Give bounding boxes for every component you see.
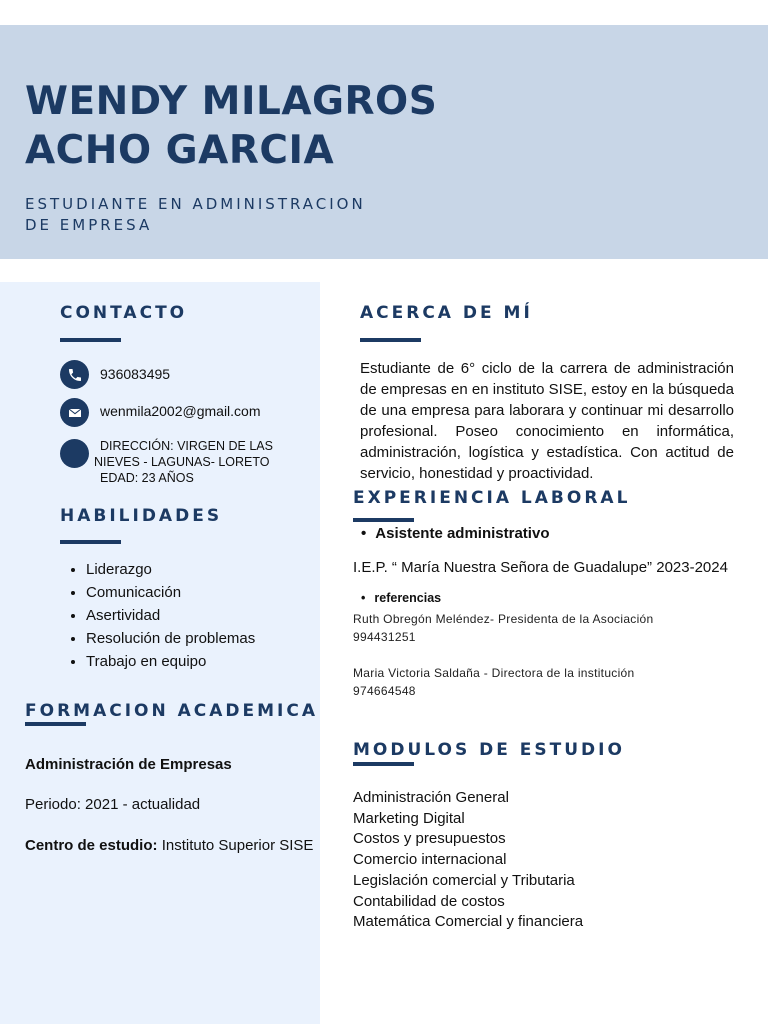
reference-1-name: Ruth Obregón Meléndez- Presidenta de la Asociación: [353, 612, 654, 626]
module-item: Administración General: [353, 789, 509, 806]
contact-underline: [60, 338, 121, 342]
modules-heading: MODULOS DE ESTUDIO: [353, 740, 625, 760]
references-heading: [361, 591, 441, 605]
reference-2-name: Maria Victoria Saldaña - Directora de la institución: [353, 666, 635, 680]
age-text: EDAD: 23 AÑOS: [100, 471, 194, 485]
email-address: wenmila2002@gmail.com: [100, 403, 261, 419]
header-banner: [0, 25, 768, 259]
job-role: [361, 525, 549, 542]
about-underline: [360, 338, 421, 342]
mail-icon: [60, 398, 89, 427]
module-item: Comercio internacional: [353, 851, 507, 869]
candidate-title: [25, 194, 366, 236]
module-item: Matemática Comercial y financiera: [353, 913, 584, 931]
address-line-2: NIEVES - LAGUNAS- LORETO: [94, 455, 270, 469]
modules-underline: [353, 762, 414, 766]
candidate-name: [25, 77, 437, 175]
study-period: Periodo: 2021 - actualidad: [25, 796, 201, 813]
job-institution: I.E.P. “ María Nuestra Señora de Guadalupe” 2023-2024: [353, 559, 728, 576]
skill-item: • Asertividad: [86, 604, 255, 627]
contact-heading: CONTACTO: [60, 303, 188, 323]
study-center: [25, 836, 313, 856]
bullet-icon: •: [361, 591, 366, 605]
education-heading: FORMACION ACADEMICA: [25, 701, 319, 721]
study-center-value: Instituto Superior SISE: [161, 837, 314, 854]
title-line-2: DE EMPRESA: [25, 216, 153, 234]
modules-list: [353, 788, 583, 933]
about-paragraph: Estudiante de 6° ciclo de la carrera de administración de empresas en en instituto SISE, estoy en la búsqueda de una empresa para laborara y continuar mi desarrollo profesional. Poseo conocimiento en informática, administración, logística y estadística. Con actitud de servicio, honestidad y proactividad.: [360, 360, 734, 482]
phone-number: 936083495: [100, 366, 171, 382]
skills-underline: [60, 540, 121, 544]
skill-item: • Trabajo en equipo: [86, 650, 255, 673]
title-line-1: ESTUDIANTE EN ADMINISTRACION: [25, 195, 366, 213]
skills-list: [68, 558, 255, 673]
bullet-icon: •: [361, 525, 367, 542]
module-item: Legislación comercial y Tributaria: [353, 871, 575, 889]
experience-underline: [353, 518, 414, 522]
module-item: Contabilidad de costos: [353, 892, 505, 910]
module-item: Costos y presupuestos: [353, 830, 506, 848]
name-line-2: ACHO GARCIA: [25, 128, 335, 173]
study-center-label: Centro de estudio:: [25, 837, 158, 854]
degree-name: Administración de Empresas: [25, 756, 232, 773]
experience-heading: EXPERIENCIA LABORAL: [353, 488, 631, 508]
location-icon: [60, 439, 89, 468]
skills-heading: HABILIDADES: [60, 506, 223, 526]
references-label: referencias: [374, 591, 442, 605]
name-line-1: WENDY MILAGROS: [25, 79, 438, 124]
address-line-1: DIRECCIÓN: VIRGEN DE LAS: [100, 439, 273, 453]
skill-item: • Resolución de problemas: [86, 627, 255, 650]
about-heading: ACERCA DE MÍ: [360, 303, 533, 323]
phone-icon: [60, 360, 89, 389]
reference-2-phone: 974664548: [353, 684, 416, 698]
skill-item: • Comunicación: [86, 581, 255, 604]
skill-item: • Liderazgo: [86, 558, 255, 581]
module-item: Marketing Digital: [353, 809, 465, 827]
reference-1-phone: 994431251: [353, 630, 416, 644]
education-underline: [25, 722, 86, 726]
job-role-label: Asistente administrativo: [375, 525, 550, 542]
